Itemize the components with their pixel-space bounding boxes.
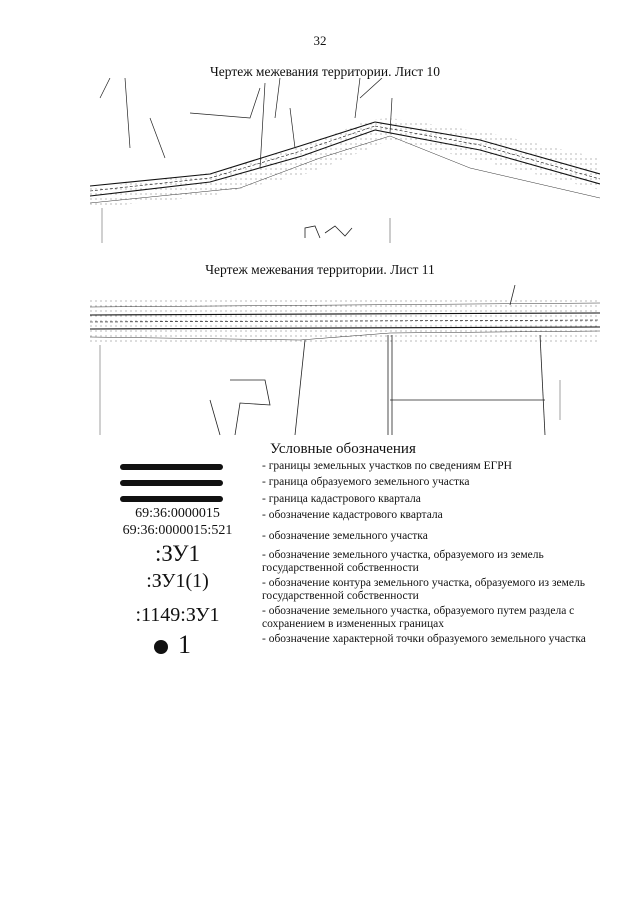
legend-item: - обозначение кадастрового квартала (262, 509, 443, 521)
legend-item: - обозначение контура земельного участка, образуемого из земель государственной собственности (262, 577, 585, 602)
legend-heading: Условные обозначения (270, 441, 416, 457)
page-number: 32 (313, 33, 327, 48)
sheet-11-title: Чертеж межевания территории. Лист 11 (205, 262, 435, 277)
egrn-boundary-symbol (120, 464, 223, 470)
characteristic-point-icon (154, 640, 168, 654)
sheet-10-drawing (90, 78, 600, 248)
legend-item: - граница образуемого земельного участка (262, 476, 470, 488)
zu1-contour-symbol: :ЗУ1(1) (146, 570, 209, 592)
cadastral-quarter-boundary-symbol (120, 496, 223, 502)
formed-parcel-boundary-symbol (120, 480, 223, 486)
legend-item: - граница кадастрового квартала (262, 493, 421, 505)
point-number-symbol: 1 (178, 630, 191, 659)
zu1-split-symbol: :1149:ЗУ1 (135, 604, 220, 626)
legend-item: - обозначение земельного участка (262, 530, 428, 542)
sheet-10-title: Чертеж межевания территории. Лист 10 (209, 64, 440, 79)
quarter-code-symbol: 69:36:0000015 (135, 506, 220, 521)
legend-item: - обозначение характерной точки образуемого земельного участка (262, 633, 586, 645)
parcel-code-symbol: 69:36:0000015:521 (122, 523, 233, 538)
legend-list (262, 460, 592, 646)
legend-item: - обозначение земельного участка, образуемого путем раздела с сохранением в измененных границах (262, 605, 575, 630)
sheet-11-drawing (90, 285, 600, 440)
legend-item: - обозначение земельного участка, образуемого из земель государственной собственности (262, 549, 544, 574)
legend-item: - границы земельных участков по сведениям ЕГРН (262, 460, 512, 472)
zu1-symbol: :ЗУ1 (154, 541, 201, 566)
